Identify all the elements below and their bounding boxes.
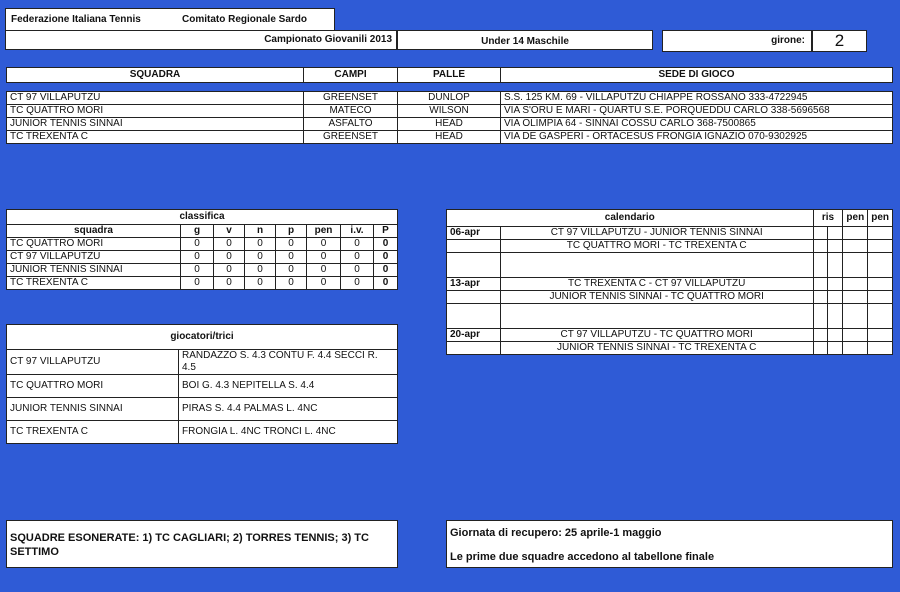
calendar-header-row	[447, 210, 893, 227]
pen-cell	[843, 329, 868, 342]
stat-cell: 0	[181, 264, 214, 277]
calendar-date: 13-apr	[447, 278, 501, 291]
result-cell	[828, 291, 843, 304]
committee-label: Comitato Regionale Sardo	[182, 14, 308, 25]
standings-col-squadra: squadra	[7, 225, 181, 238]
standings-table	[6, 209, 398, 290]
stat-cell: 0	[341, 251, 374, 264]
calendar-row	[447, 240, 893, 253]
federation-label: Federazione Italiana Tennis	[11, 14, 141, 25]
standings-header-row	[7, 225, 398, 238]
table-row	[7, 251, 398, 264]
stat-cell: 0	[341, 277, 374, 290]
pen-cell	[868, 291, 893, 304]
team-venue: VIA DE GASPERI - ORTACESUS FRONGIA IGNAZIO 070-9302925	[501, 131, 893, 144]
pen-cell	[843, 240, 868, 253]
result-cell	[828, 240, 843, 253]
table-row	[7, 238, 398, 251]
pen-cell	[843, 342, 868, 355]
stat-cell: 0	[245, 251, 276, 264]
table-row	[7, 375, 398, 398]
table-row	[7, 105, 893, 118]
players-list: BOI G. 4.3 NEPITELLA S. 4.4	[179, 375, 398, 398]
pen-cell	[868, 278, 893, 291]
stat-cell: 0	[307, 277, 341, 290]
calendar-match: TC QUATTRO MORI - TC TREXENTA C	[500, 240, 813, 253]
col-sede: SEDE DI GIOCO	[501, 68, 893, 83]
calendar-col-pen2: pen	[868, 210, 893, 227]
result-cell	[828, 278, 843, 291]
players-title: giocatori/trici	[7, 325, 398, 350]
pen-cell	[868, 329, 893, 342]
recovery-day-text: Giornata di recupero: 25 aprile-1 maggio	[450, 527, 662, 539]
result-cell	[813, 329, 828, 342]
players-list: RANDAZZO S. 4.3 CONTU F. 4.4 SECCI R. 4.5	[179, 350, 398, 375]
col-campi: CAMPI	[304, 68, 398, 83]
team-balls: HEAD	[398, 131, 501, 144]
calendar-date	[447, 240, 501, 253]
result-cell	[813, 278, 828, 291]
table-row	[7, 398, 398, 421]
teams-header-row	[7, 68, 893, 83]
standings-col-iv: i.v.	[341, 225, 374, 238]
result-cell	[813, 304, 828, 329]
group-box	[662, 30, 812, 52]
players-list: FRONGIA L. 4NC TRONCI L. 4NC	[179, 421, 398, 444]
team-name: TC TREXENTA C	[7, 131, 304, 144]
calendar-date: 20-apr	[447, 329, 501, 342]
pen-cell	[868, 342, 893, 355]
calendar-match: CT 97 VILLAPUTZU - JUNIOR TENNIS SINNAI	[500, 227, 813, 240]
teams-spacer-row	[7, 83, 893, 92]
group-label: girone:	[771, 35, 805, 46]
standings-team: CT 97 VILLAPUTZU	[7, 251, 181, 264]
table-row	[7, 277, 398, 290]
team-name: CT 97 VILLAPUTZU	[7, 92, 304, 105]
calendar-match: JUNIOR TENNIS SINNAI - TC TREXENTA C	[500, 342, 813, 355]
calendar-match	[500, 304, 813, 329]
stat-cell: 0	[276, 277, 307, 290]
teams-table	[6, 67, 893, 144]
stat-cell: 0	[214, 277, 245, 290]
team-balls: HEAD	[398, 118, 501, 131]
calendar-row	[447, 278, 893, 291]
team-balls: WILSON	[398, 105, 501, 118]
stat-cell: 0	[245, 277, 276, 290]
standings-team: JUNIOR TENNIS SINNAI	[7, 264, 181, 277]
calendar-col-pen: pen	[843, 210, 868, 227]
players-team: TC TREXENTA C	[7, 421, 179, 444]
pen-cell	[843, 278, 868, 291]
players-title-row	[7, 325, 398, 350]
table-row	[7, 421, 398, 444]
points-cell: 0	[374, 264, 398, 277]
standings-title-row	[7, 210, 398, 225]
result-cell	[828, 342, 843, 355]
calendar-match: JUNIOR TENNIS SINNAI - TC QUATTRO MORI	[500, 291, 813, 304]
standings-col-points: P	[374, 225, 398, 238]
players-team: JUNIOR TENNIS SINNAI	[7, 398, 179, 421]
calendar-date	[447, 291, 501, 304]
points-cell: 0	[374, 251, 398, 264]
calendar-row	[447, 291, 893, 304]
calendar-match: CT 97 VILLAPUTZU - TC QUATTRO MORI	[500, 329, 813, 342]
result-cell	[828, 227, 843, 240]
team-venue: VIA OLIMPIA 64 - SINNAI COSSU CARLO 368-7500865	[501, 118, 893, 131]
team-balls: DUNLOP	[398, 92, 501, 105]
standings-col-n: n	[245, 225, 276, 238]
calendar-date: 06-apr	[447, 227, 501, 240]
col-squadra: SQUADRA	[7, 68, 304, 83]
stat-cell: 0	[341, 238, 374, 251]
result-cell	[813, 253, 828, 278]
table-row	[7, 92, 893, 105]
team-name: TC QUATTRO MORI	[7, 105, 304, 118]
pen-cell	[843, 227, 868, 240]
result-cell	[813, 291, 828, 304]
group-number-box	[812, 30, 867, 52]
team-venue: S.S. 125 KM. 69 - VILLAPUTZU CHIAPPE ROSSANO 333-4722945	[501, 92, 893, 105]
result-cell	[813, 240, 828, 253]
stat-cell: 0	[276, 238, 307, 251]
category-title: Under 14 Maschile	[481, 36, 569, 47]
points-cell: 0	[374, 277, 398, 290]
stat-cell: 0	[307, 264, 341, 277]
stat-cell: 0	[214, 251, 245, 264]
standings-col-pen: pen	[307, 225, 341, 238]
pen-cell	[868, 227, 893, 240]
players-team: CT 97 VILLAPUTZU	[7, 350, 179, 375]
notes-box	[446, 520, 893, 568]
team-name: JUNIOR TENNIS SINNAI	[7, 118, 304, 131]
stat-cell: 0	[181, 277, 214, 290]
standings-team: TC TREXENTA C	[7, 277, 181, 290]
pen-cell	[843, 291, 868, 304]
standings-col-g: g	[181, 225, 214, 238]
calendar-match	[500, 253, 813, 278]
championship-bar	[5, 30, 397, 50]
championship-title: Campionato Giovanili 2013	[264, 34, 392, 45]
team-venue: VIA S'ORU E MARI - QUARTU S.E. PORQUEDDU CARLO 338-5696568	[501, 105, 893, 118]
table-row	[7, 118, 893, 131]
result-cell	[828, 253, 843, 278]
final-note-text: Le prime due squadre accedono al tabellone finale	[450, 551, 715, 563]
points-cell: 0	[374, 238, 398, 251]
stat-cell: 0	[214, 238, 245, 251]
stat-cell: 0	[245, 238, 276, 251]
standings-team: TC QUATTRO MORI	[7, 238, 181, 251]
calendar-date	[447, 253, 501, 278]
table-row	[7, 350, 398, 375]
calendar-match: TC TREXENTA C - CT 97 VILLAPUTZU	[500, 278, 813, 291]
category-box	[397, 30, 653, 50]
result-cell	[828, 329, 843, 342]
calendar-row	[447, 253, 893, 278]
standings-title: classifica	[7, 210, 398, 225]
calendar-col-ris: ris	[813, 210, 843, 227]
pen-cell	[868, 240, 893, 253]
stat-cell: 0	[181, 238, 214, 251]
calendar-row	[447, 227, 893, 240]
stat-cell: 0	[307, 238, 341, 251]
result-cell	[813, 342, 828, 355]
standings-col-v: v	[214, 225, 245, 238]
table-row	[7, 131, 893, 144]
team-court: GREENSET	[304, 131, 398, 144]
stat-cell: 0	[307, 251, 341, 264]
stat-cell: 0	[276, 264, 307, 277]
pen-cell	[843, 253, 868, 278]
col-palle: PALLE	[398, 68, 501, 83]
pen-cell	[868, 253, 893, 278]
pen-cell	[843, 304, 868, 329]
exempt-box	[6, 520, 398, 568]
result-cell	[828, 304, 843, 329]
players-table	[6, 324, 398, 444]
calendar-title: calendario	[447, 210, 814, 227]
stat-cell: 0	[341, 264, 374, 277]
table-row	[7, 264, 398, 277]
stat-cell: 0	[245, 264, 276, 277]
calendar-row	[447, 342, 893, 355]
calendar-table	[446, 209, 893, 355]
players-team: TC QUATTRO MORI	[7, 375, 179, 398]
group-number: 2	[834, 31, 845, 50]
stat-cell: 0	[181, 251, 214, 264]
team-court: ASFALTO	[304, 118, 398, 131]
standings-col-p: p	[276, 225, 307, 238]
stat-cell: 0	[276, 251, 307, 264]
pen-cell	[868, 304, 893, 329]
calendar-date	[447, 342, 501, 355]
team-court: GREENSET	[304, 92, 398, 105]
result-cell	[813, 227, 828, 240]
calendar-date	[447, 304, 501, 329]
team-court: MATECO	[304, 105, 398, 118]
stat-cell: 0	[214, 264, 245, 277]
calendar-row	[447, 304, 893, 329]
players-list: PIRAS S. 4.4 PALMAS L. 4NC	[179, 398, 398, 421]
exempt-teams-text: SQUADRE ESONERATE: 1) TC CAGLIARI; 2) TORRES TENNIS; 3) TC SETTIMO	[10, 532, 369, 558]
calendar-row	[447, 329, 893, 342]
